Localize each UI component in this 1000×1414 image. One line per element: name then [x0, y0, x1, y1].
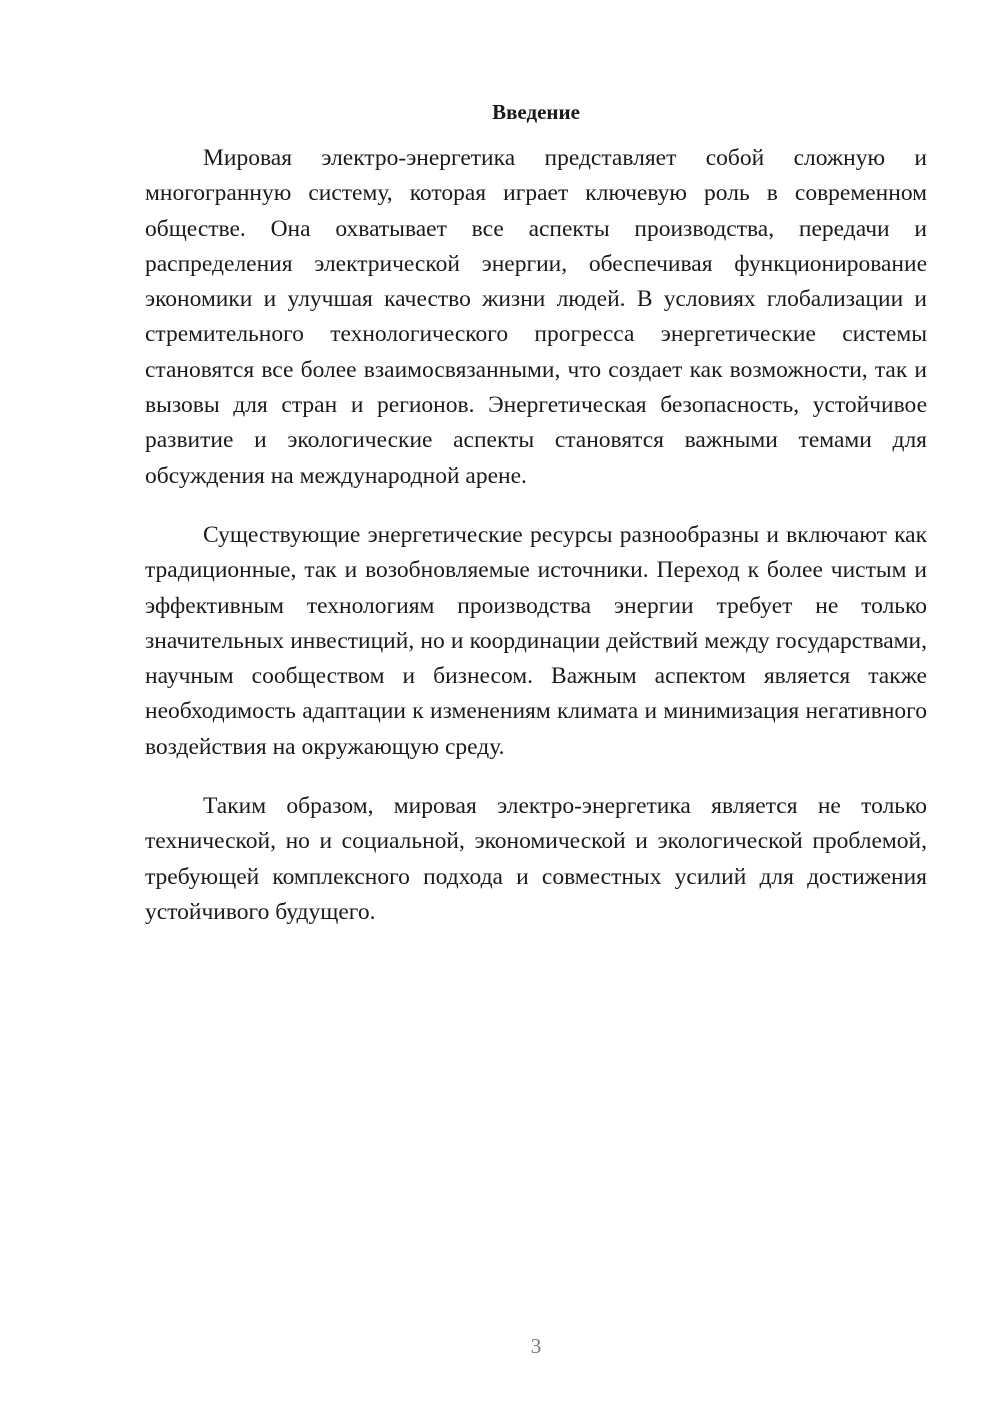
page-number: 3 [530, 1334, 542, 1358]
body-text [145, 141, 927, 954]
paragraph: Мировая электро-энергетика представляет собой сложную и многогранную систему, которая играет ключевую роль в современном обществе. Она охватывает все аспекты производства, передачи и распределения электрической энергии, обеспечивая функционирование экономики и улучшая качество жизни людей. В условиях глобализации и стремительного технологического прогресса энергетические системы становятся все более взаимосвязанными, что создает как возможности, так и вызовы для стран и регионов. Энергетическая безопасность, устойчивое развитие и экологические аспекты становятся важными темами для обсуждения на международной арене. [145, 145, 927, 489]
paragraph: Таким образом, мировая электро-энергетика является не только технической, но и социальной, экономической и экологической проблемой, требующей комплексного подхода и совместных усилий для достижения устойчивого будущего. [145, 793, 927, 925]
paragraph: Существующие энергетические ресурсы разнообразны и включают как традиционные, так и возобновляемые источники. Переход к более чистым и эффективным технологиям производства энергии требует не только значительных инвестиций, но и координации действий между государствами, научным сообществом и бизнесом. Важным аспектом является также необходимость адаптации к изменениям климата и минимизация негативного воздействия на окружающую среду. [145, 521, 927, 760]
section-title: Введение [492, 100, 580, 124]
